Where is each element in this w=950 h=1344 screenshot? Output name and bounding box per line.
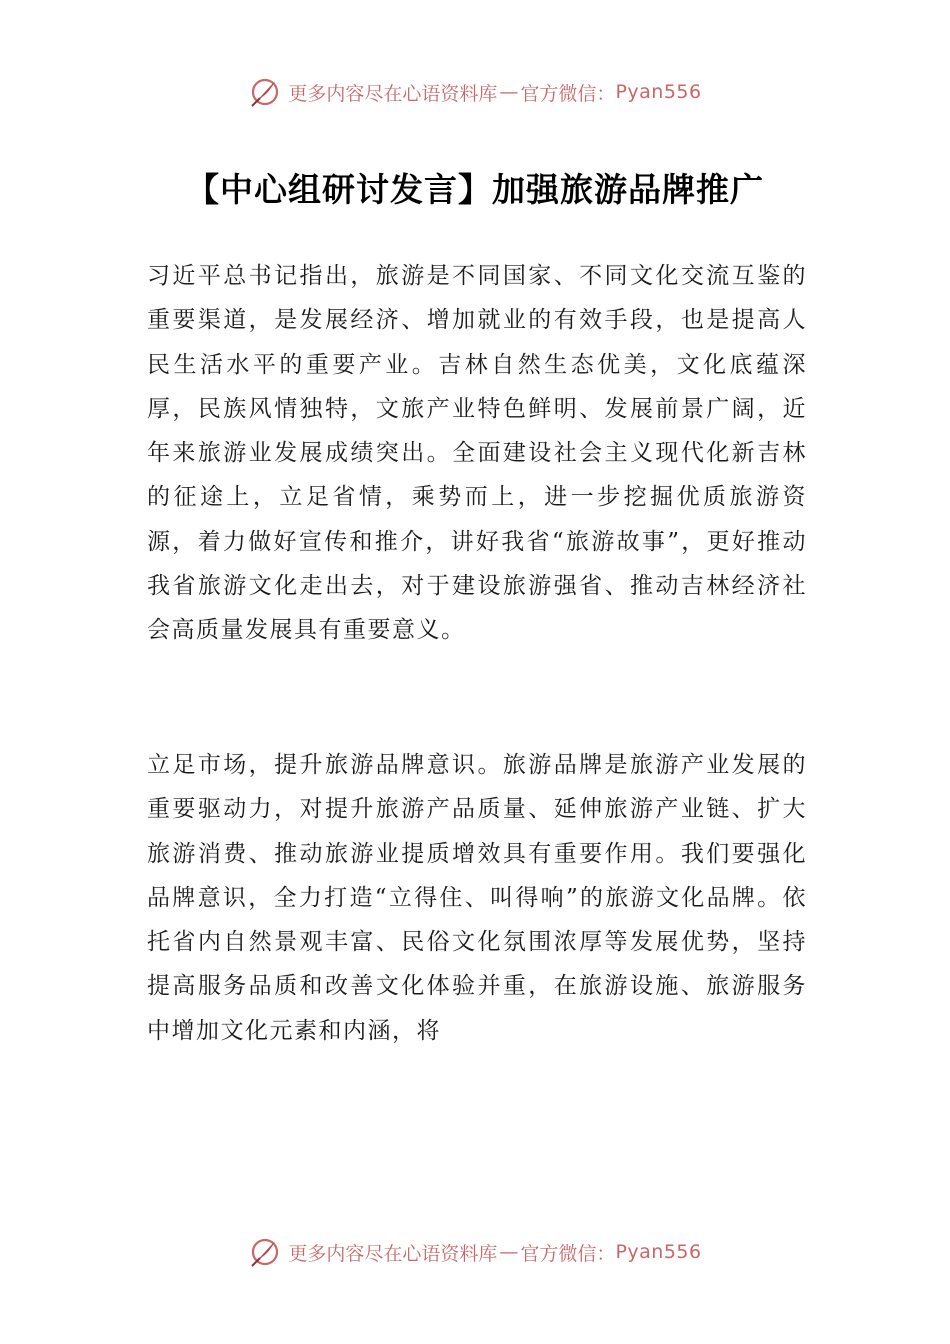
banner-text: 更多内容尽在心语资料库 bbox=[288, 82, 498, 105]
quill-logo-icon bbox=[248, 1235, 282, 1269]
banner-contact-label: 官方微信： bbox=[520, 1242, 616, 1265]
document-title: 【中心组研讨发言】加强旅游品牌推广 bbox=[186, 170, 764, 209]
footer-watermark-banner bbox=[0, 1232, 950, 1272]
quill-logo-icon bbox=[248, 75, 282, 109]
body-paragraph-1: 习近平总书记指出，旅游是不同国家、不同文化交流互鉴的重要渠道，是发展经济、增加就业的有效手段，也是提高人民生活水平的重要产业。吉林自然生态优美，文化底蕴深厚，民族风情独特，文旅产业特色鲜明、发展前景广阔，近年来旅游业发展成绩突出。全面建设社会主义现代化新吉林的征途上，立足省情，乘势而上，进一步挖掘优质旅游资源，着力做好宣传和推介，讲好我省“旅游故事”，更好推动我省旅游文化走出去，对于建设旅游强省、推动吉林经济社会高质量发展具有重要意义。 bbox=[147, 263, 807, 644]
banner-text: 更多内容尽在心语资料库 bbox=[288, 1242, 498, 1265]
banner-contact-value: Pyan556 bbox=[615, 81, 702, 103]
banner-separator: — bbox=[499, 81, 519, 103]
banner-separator: — bbox=[499, 1241, 519, 1263]
banner-contact-label: 官方微信： bbox=[520, 82, 616, 105]
banner-contact-value: Pyan556 bbox=[615, 1241, 702, 1263]
body-paragraph-2: 立足市场，提升旅游品牌意识。旅游品牌是旅游产业发展的重要驱动力，对提升旅游产品质量、延伸旅游产业链、扩大旅游消费、推动旅游业提质增效具有重要作用。我们要强化品牌意识，全力打造“立得住、叫得响”的旅游文化品牌。依托省内自然景观丰富、民俗文化氛围浓厚等发展优势，坚持提高服务品质和改善文化体验并重，在旅游设施、旅游服务中增加文化元素和内涵，将 bbox=[147, 752, 807, 1044]
header-watermark-banner bbox=[0, 72, 950, 112]
